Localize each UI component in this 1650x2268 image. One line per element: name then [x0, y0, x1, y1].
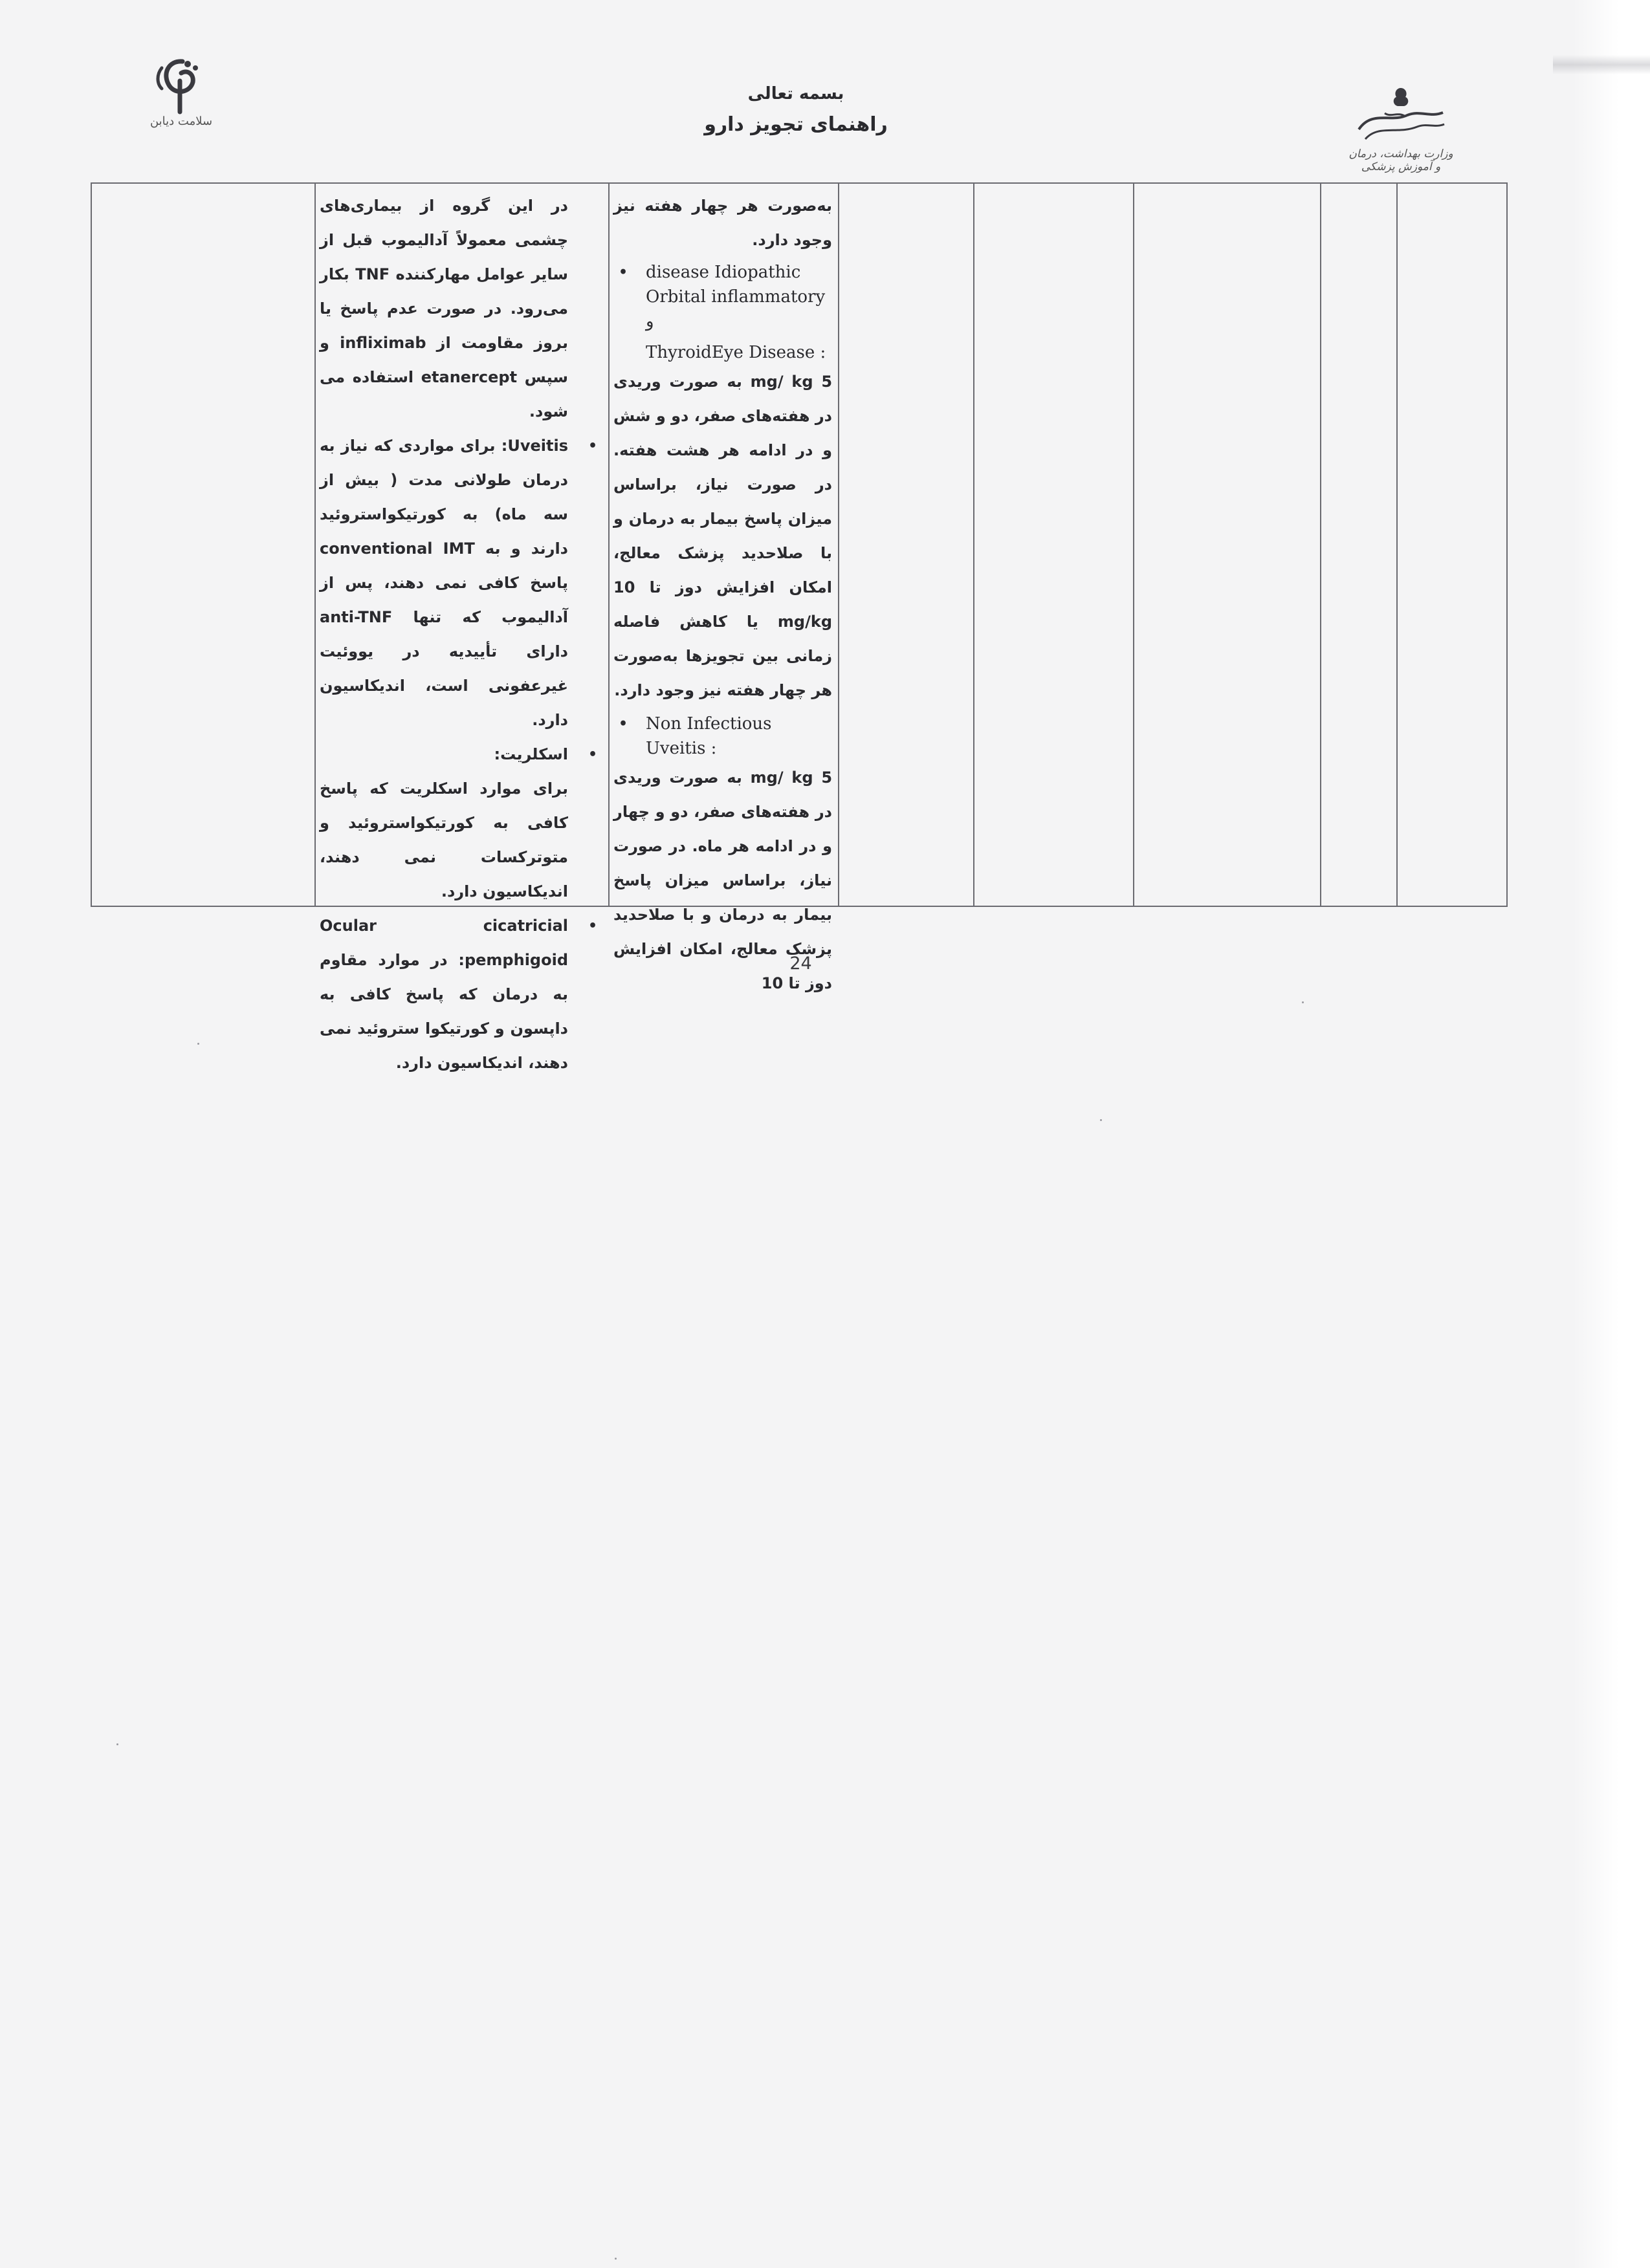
scan-shadow	[1553, 55, 1650, 74]
scan-speck	[197, 1043, 199, 1045]
orbital-heading-line-1: disease Idiopathic	[646, 263, 801, 282]
ministry-logo	[1346, 84, 1456, 173]
column-divider	[608, 184, 610, 906]
column-divider	[1396, 184, 1398, 906]
pemphigoid-text: Ocular cicatricial pemphigoid: در موارد مقاوم به درمان که پاسخ کافی به داپسون و کورتیکوا ستروئید نمی دهند، اندیکاسیون دارد.	[320, 917, 568, 1072]
uveitis-item	[320, 429, 598, 737]
indication-intro: در این گروه از بیماری‌های چشمی معمولاً آدالیموب قبل از سایر عوامل مهارکننده TNF بکار می‌رود. در صورت عدم پاسخ یا بروز مقاومت از infliximab و سپس etanercept استفاده می شود.	[320, 197, 568, 420]
bullet-icon: •	[619, 264, 628, 281]
scleritis-item	[320, 737, 598, 772]
uveitis-dosage-heading	[613, 712, 832, 761]
page-number: 24	[789, 954, 812, 974]
uveitis-text: Uveitis: برای مواردی که نیاز به درمان طولانی مدت ( بیش از سه ماه) به کورتیکواستروئید دارند و به conventional IMT پاسخ کافی نمی دهند، پس از آدالیموب که تنها anti-TNF دارای تأییدیه در یووئیت غیرعفونی است، اندیکاسیون دارد.	[320, 437, 568, 729]
scan-speck	[116, 1743, 118, 1745]
bullet-icon: •	[588, 747, 598, 763]
orbital-disease-heading	[613, 260, 832, 365]
scleritis-text: برای موارد اسکلریت که پاسخ کافی به کورتیکواستروئید و متوترکسات نمی دهند، اندیکاسیون دارد.	[320, 780, 568, 900]
uveitis-heading-line-2: Uveitis :	[646, 739, 717, 758]
bullet-icon: •	[619, 715, 628, 732]
column-divider	[973, 184, 974, 906]
bullet-icon: •	[588, 918, 598, 934]
scan-speck	[615, 2258, 617, 2260]
health-insurance-logo	[142, 55, 233, 133]
orbital-heading-line-2: Orbital inflammatory و	[646, 287, 826, 331]
column-divider	[1320, 184, 1321, 906]
bullet-icon: •	[588, 438, 598, 454]
column-divider	[838, 184, 839, 906]
dosage-intro: به‌صورت هر چهار هفته نیز وجود دارد.	[613, 197, 832, 249]
right-logo-caption: وزارت بهداشت، درمان و آموزش پزشکی	[1348, 147, 1453, 173]
left-logo-caption: سلامت دیابن	[149, 114, 213, 128]
health-insurance-emblem-icon	[142, 55, 214, 116]
page-title: راهنمای تجویز دارو	[704, 113, 888, 136]
uveitis-heading-line-1: Non Infectious	[646, 714, 772, 734]
scleritis-title: اسکلریت:	[494, 745, 568, 763]
orbital-heading-line-3: ThyroidEye Disease :	[646, 343, 826, 362]
orbital-dosage-text: 5 mg/ kg به صورت وریدی در هفته‌های صفر، دو و شش و در ادامه هر هشت هفته. در صورت نیاز، براساس میزان پاسخ بیمار به درمان و با صلاحدید پزشک معالج، امکان افزایش دوز تا 10 mg/kg یا کاهش فاصله زمانی بین تجویزها به‌صورت هر چهار هفته نیز وجود دارد.	[613, 373, 833, 699]
pemphigoid-item	[320, 909, 598, 1080]
scan-speck	[1302, 1001, 1304, 1003]
scan-speck	[1100, 1119, 1102, 1121]
dosage-cell	[613, 184, 832, 1001]
paper-edge	[1572, 0, 1650, 2268]
uveitis-dosage-text: 5 mg/ kg به صورت وریدی در هفته‌های صفر، دو و چهار و در ادامه هر ماه. در صورت نیاز، براساس میزان پاسخ بیمار به درمان و با صلاحدید پزشک معالج، امکان افزایش دوز تا 10	[613, 769, 833, 992]
header-subtitle: بسمه تعالی	[747, 84, 844, 104]
ministry-emblem-icon	[1346, 84, 1449, 146]
column-divider	[314, 184, 316, 906]
indication-cell	[320, 184, 598, 1080]
column-divider	[1133, 184, 1134, 906]
